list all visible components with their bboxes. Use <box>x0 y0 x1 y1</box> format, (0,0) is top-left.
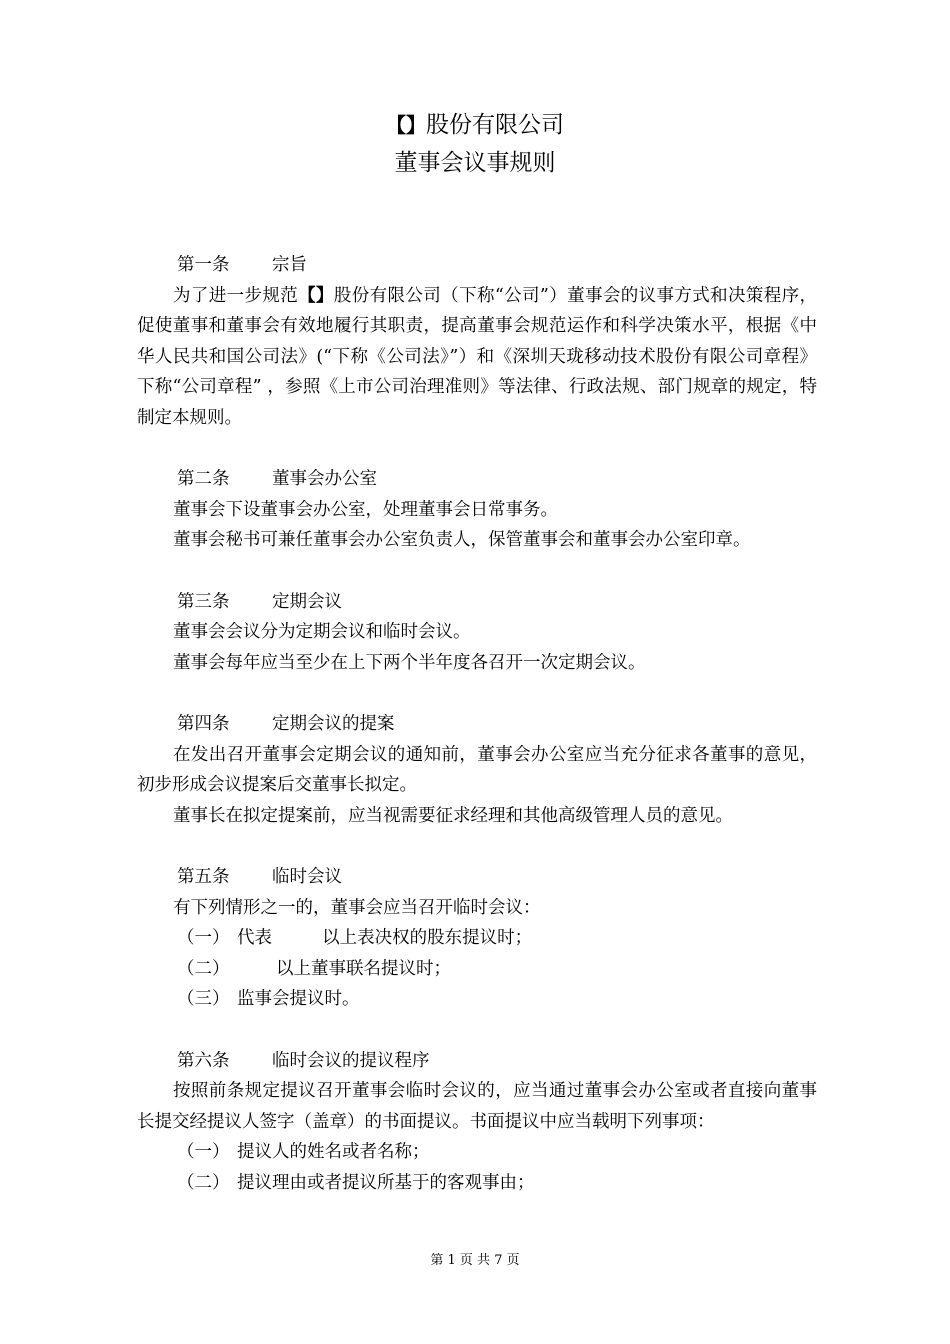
article-paragraph: 董事会下设董事会办公室，处理董事会日常事务。 <box>173 499 558 520</box>
list-item-marker: （一） <box>177 1142 230 1162</box>
article-heading <box>137 464 817 495</box>
article-6 <box>137 1046 817 1199</box>
paragraph-text: 股份有限公司（下称“公司”）董事会的议事方式和决策程序，促使董事和董事会有效地履行其职责，提高董事会规范运作和科学决策水平，根据《中华人民共和国公司法》(“下称《公司法》”）和《深圳天珑移动技术股份有限公司章程》 下称“公司章程” ，参照《上市公司治理准则》等法律、行政法规、部门规章的规定，特制定本规则。 <box>137 285 818 428</box>
article-name: 宗旨 <box>272 255 307 275</box>
article-name: 定期会议的提案 <box>272 714 395 734</box>
article-name: 临时会议 <box>272 867 342 887</box>
article-heading <box>137 1046 817 1077</box>
list-item <box>137 984 817 1015</box>
paragraph-text: 为了进一步规范 <box>173 285 299 306</box>
article-number: 第二条 <box>177 469 230 489</box>
article-4 <box>137 709 817 831</box>
list-item-marker: （二） <box>177 1172 230 1193</box>
list-item-text: 提议理由或者提议所基于的客观事由； <box>237 1172 535 1193</box>
company-name-placeholder: 【】 <box>386 113 426 137</box>
article-name: 定期会议 <box>272 591 342 612</box>
company-name-placeholder: 【】 <box>298 285 334 306</box>
article-heading <box>137 250 817 281</box>
list-item <box>137 923 817 954</box>
list-item-text: 以上董事联名提议时； <box>237 958 451 979</box>
article-number: 第四条 <box>177 714 230 734</box>
list-item-marker: （三） <box>177 989 230 1009</box>
document-subtitle: 董事会议事规则 <box>394 150 556 176</box>
list-item-text: 代表 以上表决权的股东提议时； <box>237 928 533 948</box>
list-item-text: 监事会提议时。 <box>237 989 360 1009</box>
article-number: 第六条 <box>177 1050 230 1071</box>
list-item <box>137 1168 817 1199</box>
article-paragraph: 有下列情形之一的，董事会应当召开临时会议： <box>173 897 541 918</box>
list-item-marker: （一） <box>177 928 230 948</box>
list-item <box>137 1137 817 1168</box>
article-paragraph: 在发出召开董事会定期会议的通知前，董事会办公室应当充分征求各董事的意见，初步形成会议提案后交董事长拟定。 <box>137 744 817 795</box>
footer-label-page: 第 <box>430 1253 444 1268</box>
company-name-suffix: 股份有限公司 <box>426 112 564 138</box>
article-paragraph: 董事会秘书可兼任董事会办公室负责人，保管董事会和董事会办公室印章。 <box>173 530 751 550</box>
article-3 <box>137 587 817 679</box>
company-name-line <box>0 106 950 144</box>
article-5 <box>137 862 817 1015</box>
article-paragraph: 按照前条规定提议召开董事会临时会议的，应当通过董事会办公室或者直接向董事长提交经提议人签字（盖章）的书面提议。书面提议中应当载明下列事项： <box>137 1081 817 1132</box>
total-page-count: 7 <box>494 1253 503 1268</box>
list-item-marker: （二） <box>177 958 230 979</box>
article-paragraph: 董事长在拟定提案前，应当视需要征求经理和其他高级管理人员的意见。 <box>173 805 733 826</box>
page-footer <box>0 1249 950 1268</box>
article-1 <box>137 250 817 433</box>
current-page-number: 1 <box>447 1253 456 1268</box>
article-name: 董事会办公室 <box>272 469 377 489</box>
article-heading <box>137 709 817 740</box>
article-paragraph: 董事会会议分为定期会议和临时会议。 <box>173 622 471 642</box>
footer-label-of: 页 共 <box>459 1253 491 1268</box>
article-name: 临时会议的提议程序 <box>272 1050 430 1071</box>
article-number: 第五条 <box>177 867 230 887</box>
article-2 <box>137 464 817 556</box>
article-paragraph: 董事会每年应当至少在上下两个半年度各召开一次定期会议。 <box>173 652 646 673</box>
document-title <box>0 106 950 182</box>
document-body <box>137 250 817 1229</box>
footer-label-pages: 页 <box>506 1253 520 1268</box>
article-number: 第一条 <box>177 255 230 275</box>
article-number: 第三条 <box>177 591 230 612</box>
article-heading <box>137 587 817 618</box>
list-item-text: 提议人的姓名或者名称； <box>237 1142 430 1162</box>
list-item <box>137 954 817 985</box>
article-heading <box>137 862 817 893</box>
article-paragraph <box>137 281 817 434</box>
